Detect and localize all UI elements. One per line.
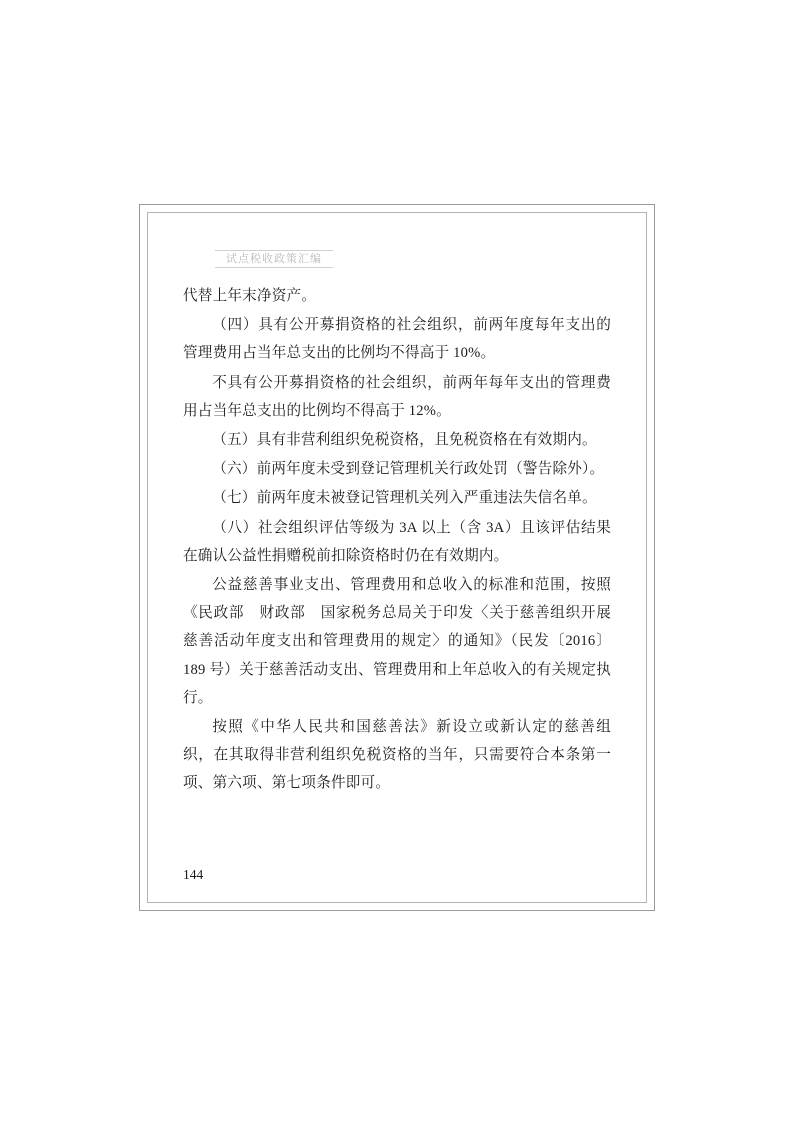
paragraph: 不具有公开募捐资格的社会组织，前两年每年支出的管理费用占当年总支出的比例均不得高于 12%。	[183, 374, 611, 419]
paragraph: （六）前两年度未受到登记管理机关行政处罚（警告除外）。	[212, 461, 605, 478]
paragraph: （八）社会组织评估等级为 3A 以上（含 3A）且该评估结果在确认公益性捐赠税前扣除资格时仍在有效期内。	[183, 519, 611, 564]
page-content	[183, 250, 611, 870]
paragraph: 代替上年末净资产。	[183, 288, 317, 304]
paragraph: （七）前两年度未被登记管理机关列入严重违法失信名单。	[212, 490, 597, 507]
running-header: 试点税收政策汇编	[215, 250, 333, 268]
paragraph: （四）具有公开募捐资格的社会组织，前两年度每年支出的管理费用占当年总支出的比例均不得高于 10%。	[183, 317, 611, 362]
page-number: 144	[183, 867, 204, 882]
paragraph: 公益慈善事业支出、管理费用和总收入的标准和范围，按照《民政部 财政部 国家税务总局关于印发〈关于慈善组织开展慈善活动年度支出和管理费用的规定〉的通知》（民发〔2016〕189 号）关于慈善活动支出、管理费用和上年总收入的有关规定执行。	[183, 577, 611, 706]
paragraph: 按照《中华人民共和国慈善法》新设立或新认定的慈善组织，在其取得非营利组织免税资格的当年，只需要符合本条第一项、第六项、第七项条件即可。	[183, 719, 611, 792]
paragraph: （五）具有非营利组织免税资格，且免税资格在有效期内。	[212, 432, 597, 449]
